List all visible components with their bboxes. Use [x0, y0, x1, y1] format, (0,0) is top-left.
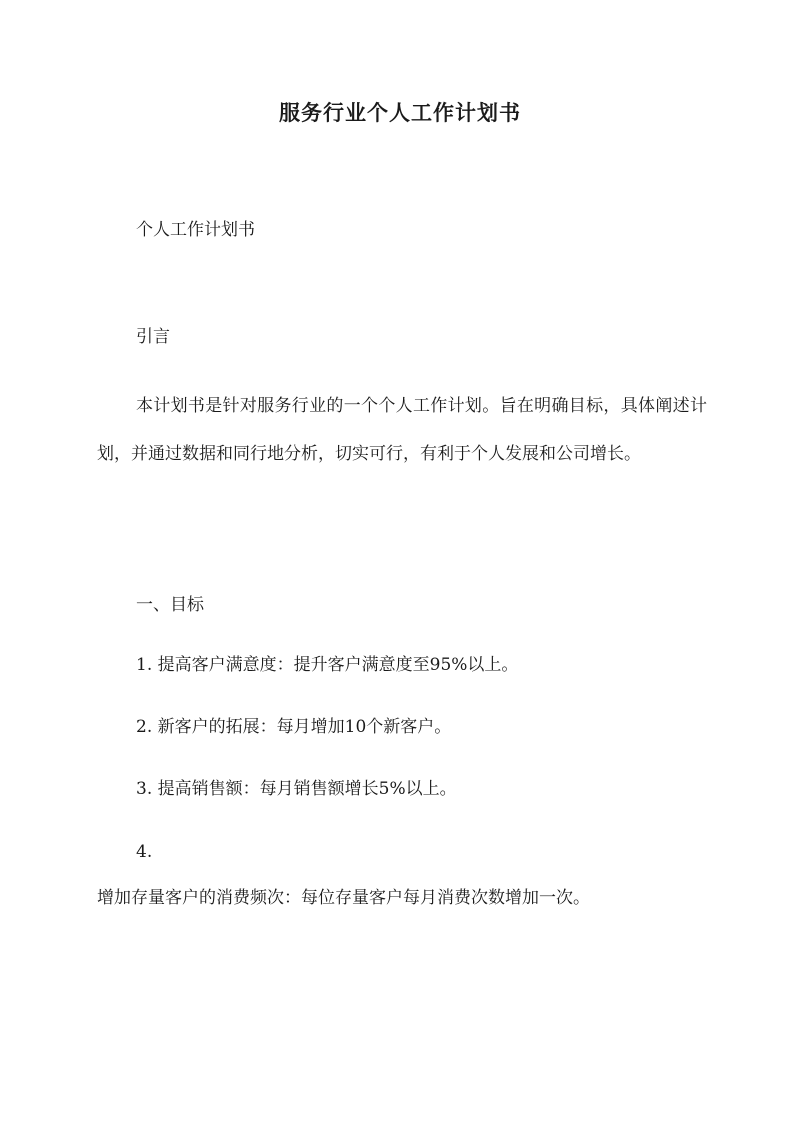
goal-item: 3. 提高销售额：每月销售额增长5%以上。: [136, 779, 457, 799]
intro-paragraph: 本计划书是针对服务行业的一个个人工作计划。旨在明确目标，具体阐述计划，并通过数据和同行地分析，切实可行，有利于个人发展和公司增长。: [97, 396, 707, 464]
intro-heading: 引言: [136, 327, 170, 347]
goal-item-text: 增加存量客户的消费频次：每位存量客户每月消费次数增加一次。: [97, 888, 590, 908]
document-title: 服务行业个人工作计划书: [279, 100, 521, 125]
section-heading-goals: 一、目标: [136, 595, 204, 615]
goal-item-number: 4.: [136, 842, 153, 862]
goal-item: 2. 新客户的拓展：每月增加10个新客户。: [136, 717, 452, 737]
goal-item: 1. 提高客户满意度：提升客户满意度至95%以上。: [136, 655, 519, 675]
document-subtitle: 个人工作计划书: [136, 220, 255, 240]
